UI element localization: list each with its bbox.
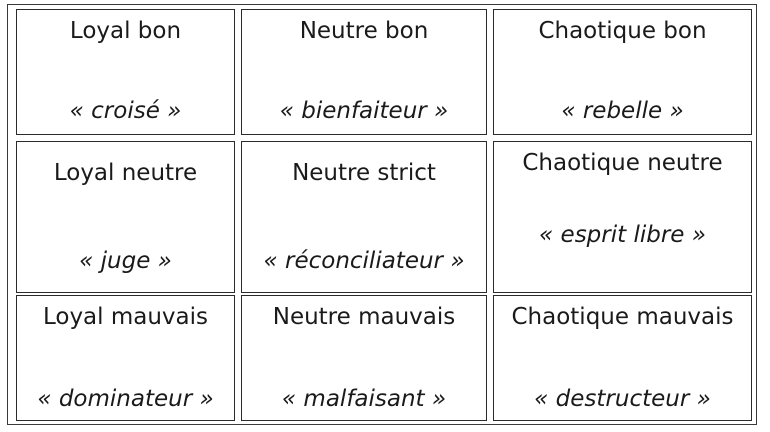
cell-title: Loyal mauvais	[42, 304, 209, 330]
alignment-grid	[7, 4, 757, 425]
cell-quote: « dominateur »	[37, 386, 214, 412]
cell-title: Neutre strict	[292, 160, 436, 186]
cell-title: Chaotique neutre	[522, 150, 723, 176]
cell-loyal-neutre	[16, 141, 235, 293]
cell-quote: « destructeur »	[534, 386, 711, 412]
cell-loyal-bon	[16, 9, 235, 135]
cell-title: Chaotique bon	[538, 18, 707, 44]
cell-quote: « malfaisant »	[281, 386, 447, 412]
cell-quote: « juge »	[79, 248, 172, 274]
cell-quote: « réconciliateur »	[263, 248, 465, 274]
cell-chaotique-bon	[493, 9, 752, 135]
cell-title: Neutre bon	[299, 18, 429, 44]
cell-loyal-mauvais	[16, 295, 235, 421]
cell-quote: « esprit libre »	[539, 222, 706, 248]
cell-chaotique-neutre	[493, 141, 752, 293]
cell-quote: « croisé »	[69, 98, 182, 124]
cell-title: Neutre mauvais	[272, 304, 456, 330]
cell-title: Chaotique mauvais	[511, 304, 734, 330]
cell-title: Loyal neutre	[53, 160, 198, 186]
cell-chaotique-mauvais	[493, 295, 752, 421]
cell-neutre-mauvais	[241, 295, 487, 421]
cell-quote: « rebelle »	[561, 98, 684, 124]
cell-neutre-bon	[241, 9, 487, 135]
cell-quote: « bienfaiteur »	[279, 98, 449, 124]
cell-title: Loyal bon	[69, 18, 182, 44]
cell-neutre-strict	[241, 141, 487, 293]
